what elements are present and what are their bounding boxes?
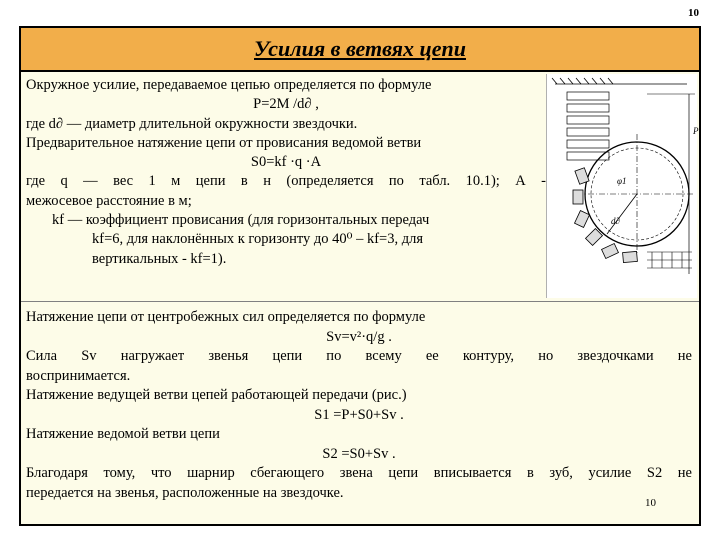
sprocket-figure (546, 74, 697, 298)
formula-s1: S1 =P+S0+Sv . (314, 406, 404, 423)
text-line: Натяжение ведомой ветви цепи (26, 426, 220, 442)
formula-force: P=2M /d∂ , (253, 96, 319, 113)
text-line: kf — коэффициент провисания (для горизонтальных передач (52, 212, 430, 229)
text-line: Предварительное натяжение цепи от провисания ведомой ветви (26, 134, 422, 151)
formula-s0: S0=kf ·q ·A (250, 154, 322, 171)
text-line: Натяжение цепи от центробежных сил определяется по формуле (26, 309, 426, 325)
text-line: kf=6, для наклонённых к горизонту до 40⁰ – kf=3, для (92, 231, 424, 248)
label-p: P (693, 126, 699, 136)
text-line: воспринимается. (26, 367, 131, 384)
formula-s2: S2 =S0+Sv . (322, 445, 396, 462)
sprocket-chain-icon (547, 74, 697, 298)
text-line: где q — вес 1 м цепи в н (определяется по табл. 10.1); А - (26, 173, 546, 190)
text-line: Сила Sv нагружает звенья цепи по всему ее контуру, но звездочками не (26, 348, 692, 364)
bottom-section (21, 302, 699, 524)
text-line: Благодаря тому, что шарнир сбегающего звена цепи вписывается в зуб, усилие S2 не (26, 465, 692, 481)
bottom-text (26, 308, 692, 503)
text-line: Окружное усилие, передаваемое цепью определяется по формуле (26, 77, 432, 93)
text-line: межосевое расстояние в м; (26, 192, 192, 209)
label-phi1: φ1 (617, 176, 627, 186)
text-line: где d∂ — диаметр длительной окружности звездочки. (26, 115, 358, 132)
page-title: Усилия в ветвях цепи (254, 36, 466, 61)
formula-sv: Sv=v²·q/g . (326, 328, 392, 345)
top-section (21, 72, 699, 302)
text-line: Натяжение ведущей ветви цепей работающей передачи (рис.) (26, 387, 407, 403)
text-line: передается на звенья, расположенные на звездочке. (26, 484, 344, 501)
page-number-bottom: 10 (645, 497, 656, 509)
label-dd: d∂ (611, 216, 620, 226)
top-text (26, 76, 546, 269)
title-bar (21, 28, 699, 72)
text-line: вертикальных - kf=1). (92, 250, 227, 267)
page-number-top: 10 (688, 7, 699, 19)
